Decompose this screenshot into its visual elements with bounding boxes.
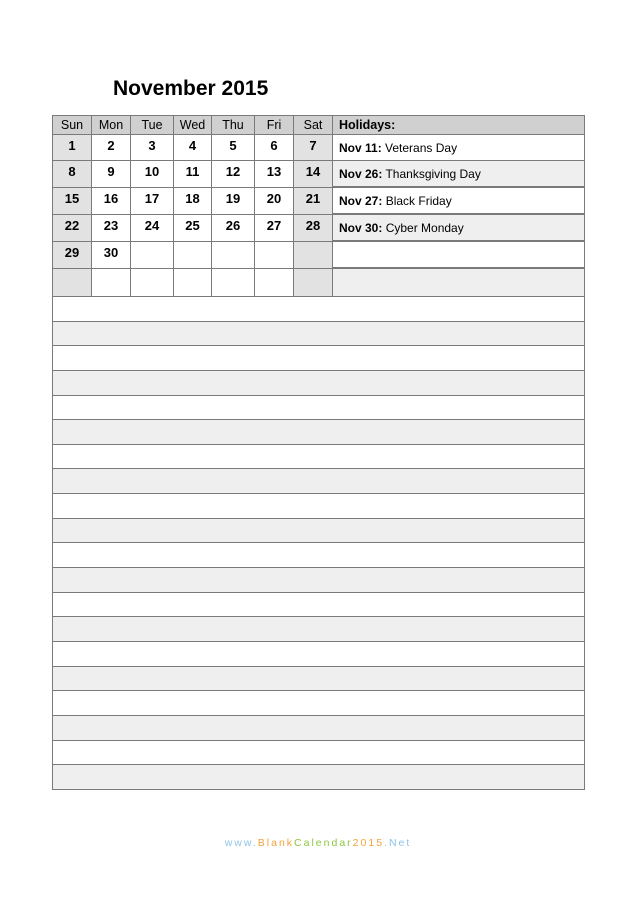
day-cell-empty bbox=[293, 268, 333, 297]
holiday-date: Nov 11: bbox=[339, 141, 382, 155]
day-cell-sat bbox=[293, 241, 333, 269]
footer-prefix: www. bbox=[224, 837, 258, 849]
note-line bbox=[52, 445, 585, 470]
weekday-header-thu: Thu bbox=[211, 115, 255, 135]
note-line bbox=[52, 642, 585, 667]
day-cell-mon: 2 bbox=[91, 134, 131, 161]
day-cell-empty bbox=[130, 268, 174, 297]
calendar-title: November 2015 bbox=[113, 77, 269, 100]
day-cell-fri: 27 bbox=[254, 214, 294, 242]
day-cell-empty bbox=[211, 268, 255, 297]
day-cell-fri: 6 bbox=[254, 134, 294, 161]
note-line bbox=[52, 519, 585, 544]
day-cell-thu bbox=[211, 241, 255, 269]
note-line bbox=[52, 741, 585, 766]
day-cell-thu: 5 bbox=[211, 134, 255, 161]
day-cell-empty bbox=[91, 268, 131, 297]
holiday-date: Nov 27: bbox=[339, 194, 383, 208]
holiday-name: Cyber Monday bbox=[382, 221, 464, 235]
day-cell-sat: 7 bbox=[293, 134, 333, 161]
holiday-item bbox=[332, 214, 585, 241]
holiday-name: Black Friday bbox=[382, 194, 452, 208]
footer-website bbox=[0, 837, 636, 849]
weekday-header-sun: Sun bbox=[52, 115, 92, 135]
note-line bbox=[52, 297, 585, 322]
holidays-heading: Holidays: bbox=[332, 115, 585, 135]
holiday-empty-row bbox=[332, 268, 585, 297]
holiday-name: Thanksgiving Day bbox=[382, 167, 481, 181]
note-line bbox=[52, 469, 585, 494]
day-cell-wed: 4 bbox=[173, 134, 212, 161]
note-line bbox=[52, 617, 585, 642]
day-cell-empty bbox=[254, 268, 294, 297]
day-cell-thu: 26 bbox=[211, 214, 255, 242]
note-line bbox=[52, 494, 585, 519]
day-cell-sun: 22 bbox=[52, 214, 92, 242]
holiday-empty-row bbox=[332, 241, 585, 268]
footer-brand: Blank bbox=[257, 837, 295, 849]
weekday-header-fri: Fri bbox=[254, 115, 294, 135]
day-cell-tue bbox=[130, 241, 174, 269]
day-cell-empty bbox=[52, 268, 92, 297]
holiday-item bbox=[332, 160, 585, 187]
note-line bbox=[52, 691, 585, 716]
note-line bbox=[52, 322, 585, 347]
footer-word: Calendar bbox=[294, 837, 353, 849]
holiday-item bbox=[332, 134, 585, 161]
note-line bbox=[52, 420, 585, 445]
day-cell-mon: 30 bbox=[91, 241, 131, 269]
day-cell-empty bbox=[173, 268, 212, 297]
day-cell-wed: 18 bbox=[173, 187, 212, 215]
day-cell-fri: 13 bbox=[254, 160, 294, 188]
day-cell-sun: 15 bbox=[52, 187, 92, 215]
day-cell-sun: 29 bbox=[52, 241, 92, 269]
day-cell-thu: 12 bbox=[211, 160, 255, 188]
footer-suffix: .Net bbox=[384, 837, 412, 849]
day-cell-wed: 25 bbox=[173, 214, 212, 242]
note-line bbox=[52, 346, 585, 371]
holiday-date: Nov 26: bbox=[339, 167, 383, 181]
weekday-header-sat: Sat bbox=[293, 115, 333, 135]
note-line bbox=[52, 667, 585, 692]
day-cell-fri: 20 bbox=[254, 187, 294, 215]
notes-lines bbox=[52, 297, 585, 790]
day-cell-thu: 19 bbox=[211, 187, 255, 215]
calendar-grid bbox=[52, 115, 585, 297]
day-cell-tue: 3 bbox=[130, 134, 174, 161]
day-cell-sat: 28 bbox=[293, 214, 333, 242]
day-cell-tue: 24 bbox=[130, 214, 174, 242]
holiday-item bbox=[332, 187, 585, 214]
day-cell-wed bbox=[173, 241, 212, 269]
day-cell-sun: 1 bbox=[52, 134, 92, 161]
weekday-header-tue: Tue bbox=[130, 115, 174, 135]
holiday-date: Nov 30: bbox=[339, 221, 383, 235]
day-cell-sat: 14 bbox=[293, 160, 333, 188]
weekday-header-wed: Wed bbox=[173, 115, 212, 135]
note-line bbox=[52, 396, 585, 421]
note-line bbox=[52, 543, 585, 568]
day-cell-sun: 8 bbox=[52, 160, 92, 188]
day-cell-tue: 10 bbox=[130, 160, 174, 188]
day-cell-tue: 17 bbox=[130, 187, 174, 215]
note-line bbox=[52, 716, 585, 741]
note-line bbox=[52, 568, 585, 593]
footer-year: 2015 bbox=[352, 837, 385, 849]
day-cell-mon: 16 bbox=[91, 187, 131, 215]
day-cell-sat: 21 bbox=[293, 187, 333, 215]
weekday-header-mon: Mon bbox=[91, 115, 131, 135]
note-line bbox=[52, 371, 585, 396]
holiday-name: Veterans Day bbox=[381, 141, 458, 155]
note-line bbox=[52, 593, 585, 618]
note-line bbox=[52, 765, 585, 790]
day-cell-mon: 23 bbox=[91, 214, 131, 242]
day-cell-wed: 11 bbox=[173, 160, 212, 188]
day-cell-mon: 9 bbox=[91, 160, 131, 188]
day-cell-fri bbox=[254, 241, 294, 269]
